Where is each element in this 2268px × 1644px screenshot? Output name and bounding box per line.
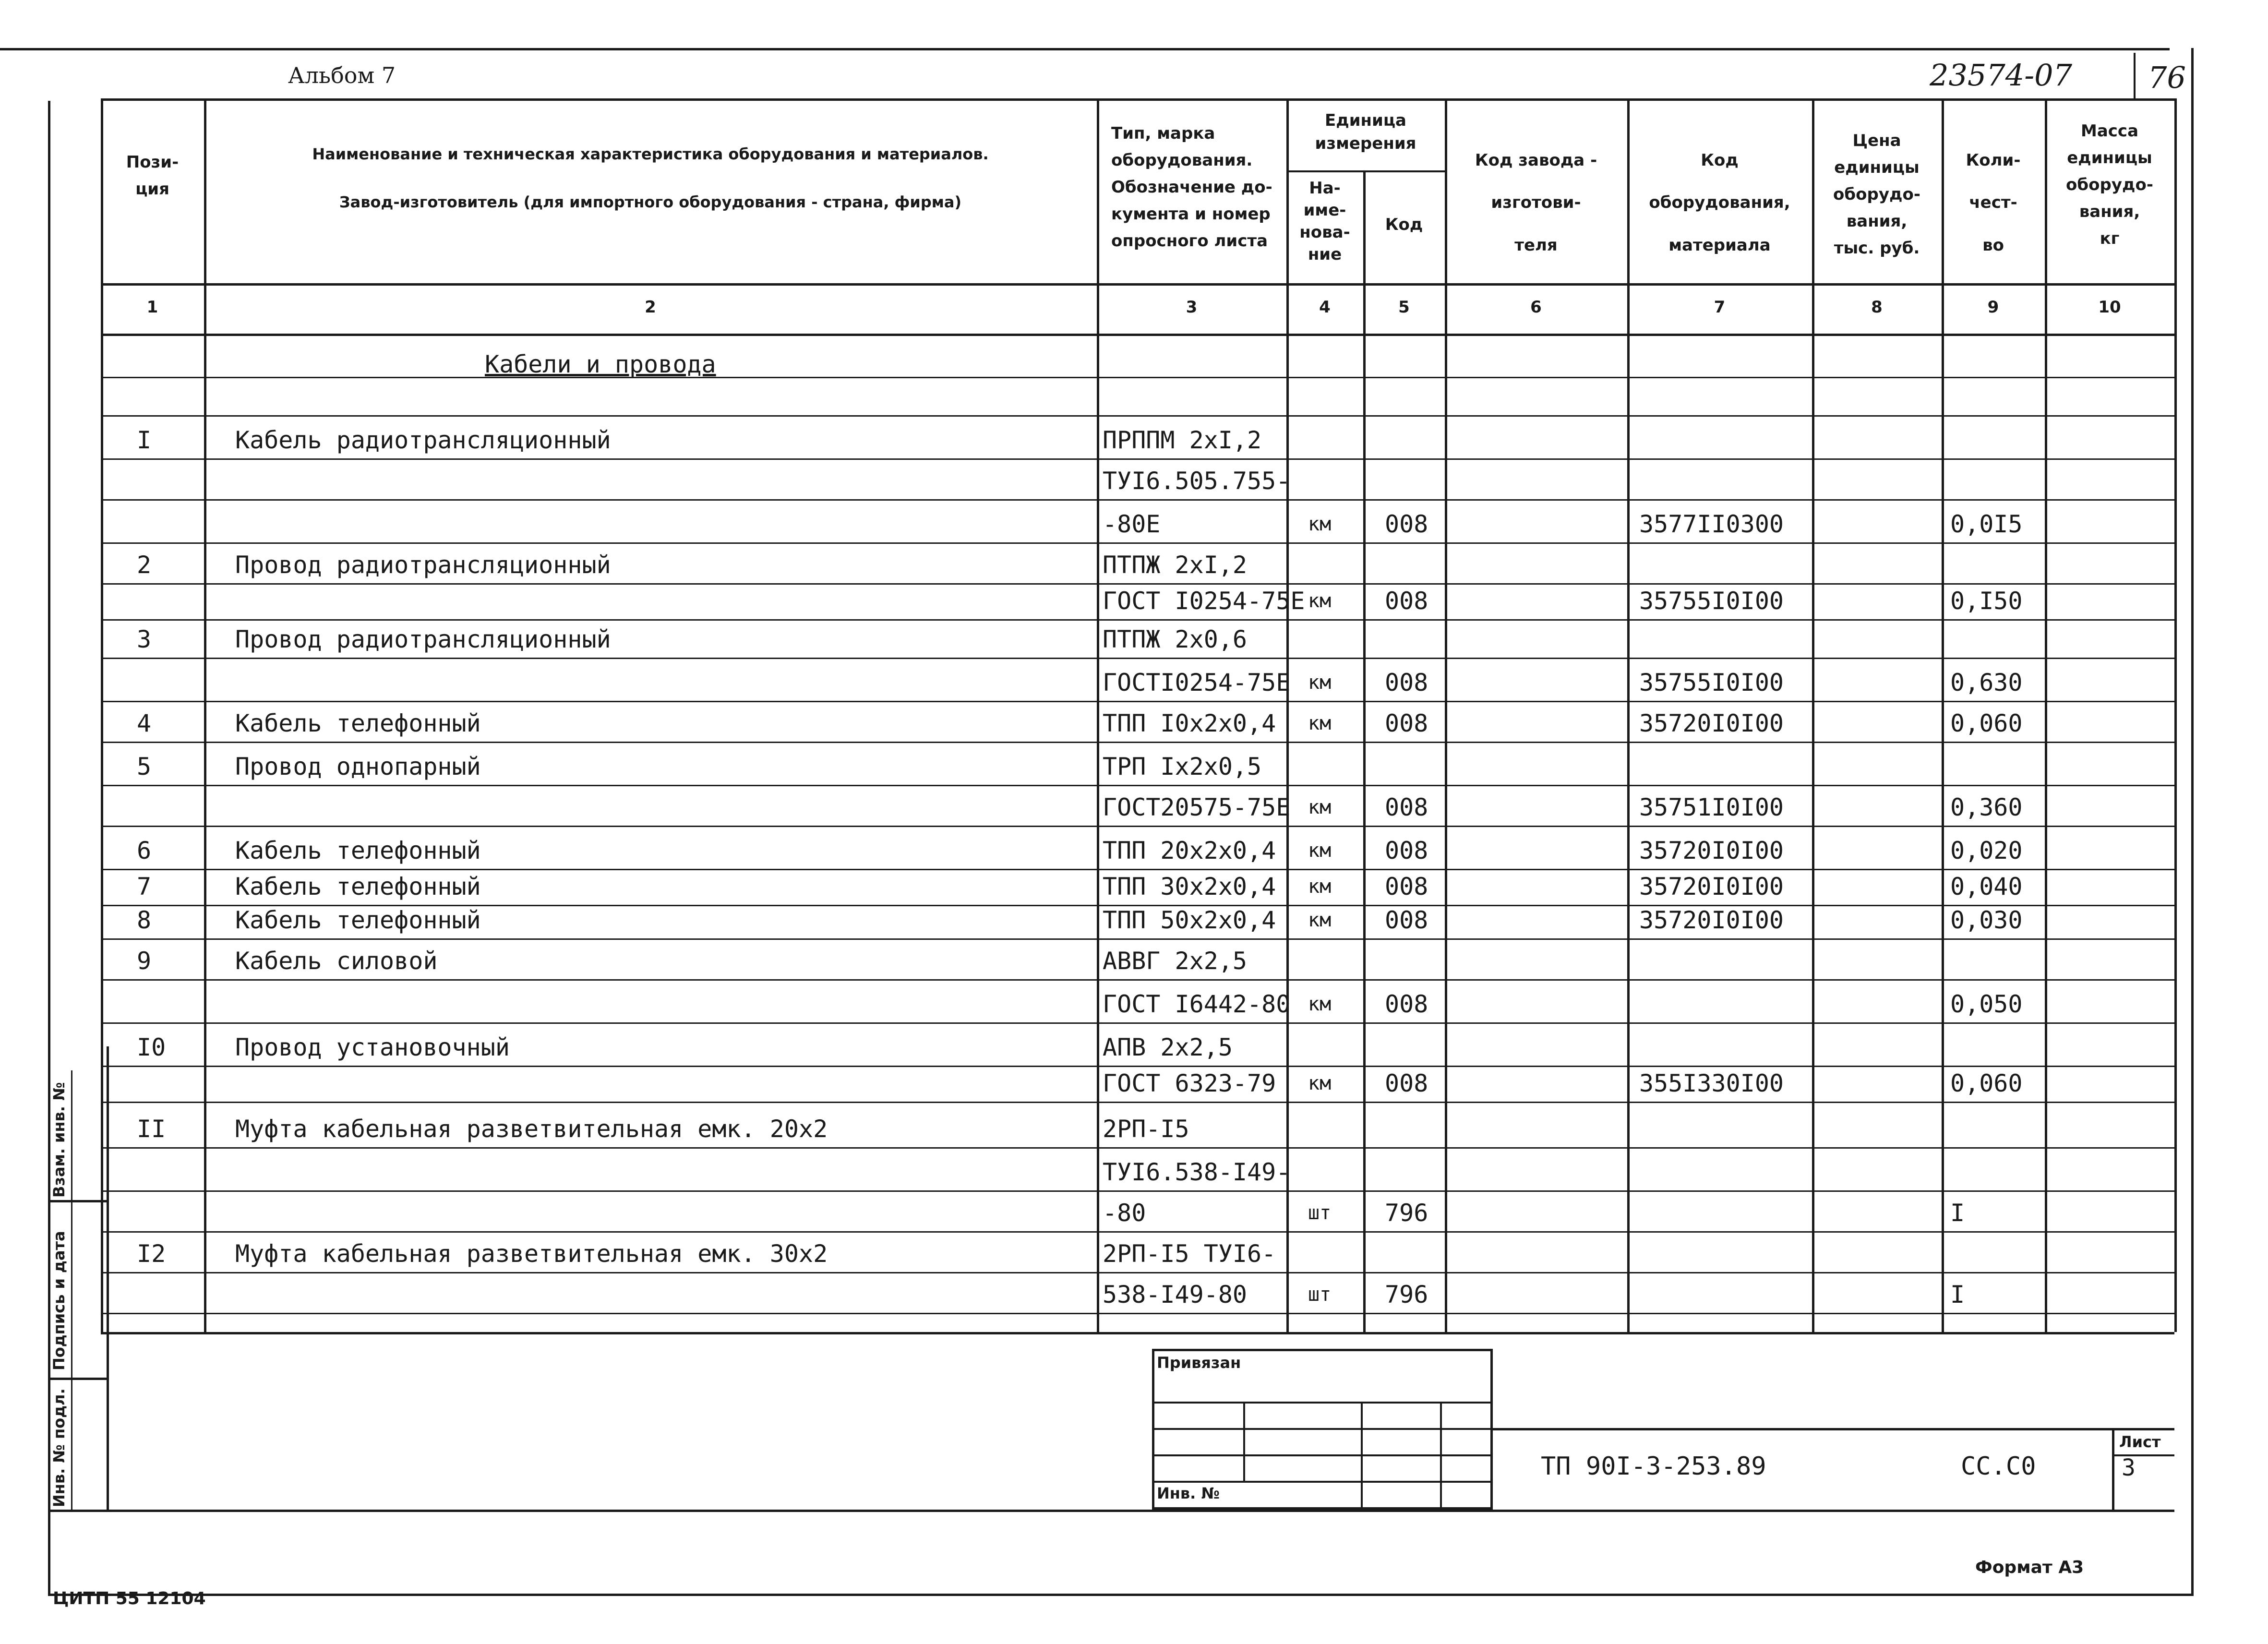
row-line-10 [101, 785, 2174, 786]
row-type: ТУI6.538-I49- [1103, 1158, 1291, 1186]
side-stamp-div2 [48, 1378, 108, 1380]
row-quantity: I [1950, 1199, 1965, 1227]
title-block-top [1493, 1428, 2174, 1430]
row-type: ТРП Iх2х0,5 [1103, 753, 1262, 780]
page-number-handwritten: 76 [2148, 60, 2186, 95]
row-unit-code: 008 [1385, 587, 1428, 615]
row-unit: шт [1308, 1284, 1332, 1306]
side-stamp-mid [71, 1070, 72, 1512]
row-type: 2РП-I5 [1103, 1115, 1189, 1143]
side-stamp-vzam: Взам. инв. № [50, 1082, 68, 1198]
format-label: Формат А3 [1975, 1558, 2084, 1577]
row-position: 9 [137, 947, 152, 975]
row-type: ПТПЖ 2х0,6 [1103, 625, 1248, 653]
column-number: 6 [1530, 298, 1542, 317]
row-line-8 [101, 701, 2174, 702]
row-line-14 [101, 938, 2174, 940]
privyazan-vline1 [1243, 1402, 1245, 1481]
row-name: Кабель силовой [235, 947, 438, 975]
row-position: 7 [137, 873, 152, 900]
row-line-0 [101, 377, 2174, 378]
row-type: АПВ 2х2,5 [1103, 1033, 1233, 1061]
row-quantity: 0,I50 [1950, 587, 2023, 615]
privyazan-label: Привязан [1157, 1354, 1241, 1372]
row-material-code: 3577II0300 [1639, 510, 1784, 538]
row-material-code: 35720I0I00 [1639, 837, 1784, 864]
row-name: Провод установочный [235, 1033, 510, 1061]
table-top-line [101, 98, 2174, 101]
row-name: Кабель телефонный [235, 837, 481, 864]
header-position: Пози- ция [126, 153, 179, 199]
row-quantity: 0,060 [1950, 1069, 2023, 1097]
side-stamp-right [107, 1046, 109, 1512]
row-line-21 [101, 1231, 2174, 1233]
row-unit-code: 008 [1385, 669, 1428, 696]
row-line-17 [101, 1066, 2174, 1067]
header-name-line0: Наименование и техническая характеристика оборудования и материалов. [312, 145, 989, 163]
row-name: Кабель радиотрансляционный [235, 426, 611, 454]
row-type: ГОСТ I6442-80 [1103, 990, 1291, 1018]
row-name: Кабель телефонный [235, 709, 481, 737]
column-number: 8 [1871, 298, 1883, 317]
row-line-23 [101, 1313, 2174, 1314]
privyazan-vline3 [1440, 1402, 1442, 1510]
row-material-code: 35720I0I00 [1639, 873, 1784, 900]
row-quantity: 0,040 [1950, 873, 2023, 900]
row-unit-code: 008 [1385, 1069, 1428, 1097]
sheet-code: СС.С0 [1961, 1452, 2036, 1481]
right-border [2191, 48, 2194, 1594]
side-stamp-div1 [48, 1200, 108, 1202]
header-material-code: Код оборудования, материала [1649, 151, 1790, 255]
row-type: ТПП I0х2х0,4 [1103, 709, 1276, 737]
row-type: ГОСТ 6323-79 [1103, 1069, 1276, 1097]
top-border [0, 48, 2170, 50]
row-type: АВВГ 2х2,5 [1103, 947, 1248, 975]
header-unit: Единица измерения [1315, 111, 1416, 153]
row-unit: км [1308, 590, 1332, 612]
list-number: 3 [2122, 1454, 2136, 1481]
row-unit: км [1308, 840, 1332, 862]
header-price: Цена единицы оборудо- вания, тыс. руб. [1833, 131, 1920, 258]
row-type: ПРППМ 2хI,2 [1103, 426, 1262, 454]
header-type: Тип, марка оборудования. Обозначение до- кумента и номер опросного листа [1111, 124, 1272, 251]
row-type: ГОСТ I0254-75Е [1103, 587, 1305, 615]
row-position: 8 [137, 906, 152, 934]
row-unit: км [1308, 1072, 1332, 1094]
colnum-bottom-line [101, 334, 2174, 336]
row-line-18 [101, 1102, 2174, 1103]
row-quantity: 0,050 [1950, 990, 2023, 1018]
row-unit: км [1308, 712, 1332, 734]
row-line-6 [101, 619, 2174, 621]
row-type: -80Е [1103, 510, 1161, 538]
row-material-code: 35751I0I00 [1639, 793, 1784, 821]
row-line-22 [101, 1272, 2174, 1273]
row-unit-code: 008 [1385, 793, 1428, 821]
row-unit: км [1308, 796, 1332, 818]
section-title: Кабели и провода [485, 350, 716, 378]
row-unit-code: 008 [1385, 906, 1428, 934]
header-name-line1: Завод-изготовитель (для импортного оборудования - страна, фирма) [339, 193, 962, 211]
row-material-code: 35755I0I00 [1639, 587, 1784, 615]
column-number: 5 [1398, 298, 1410, 317]
row-material-code: 35720I0I00 [1639, 906, 1784, 934]
row-unit: км [1308, 993, 1332, 1015]
column-number: 4 [1319, 298, 1331, 317]
row-line-11 [101, 826, 2174, 827]
row-material-code: 355I330I00 [1639, 1069, 1784, 1097]
header-mass: Масса единицы оборудо- вания, кг [2066, 121, 2153, 249]
row-name: Провод радиотрансляционный [235, 551, 611, 579]
row-position: II [137, 1115, 166, 1143]
row-unit-code: 008 [1385, 990, 1428, 1018]
header-quantity: Коли- чест- во [1966, 151, 2021, 255]
privyazan-vline2 [1361, 1402, 1363, 1510]
row-name: Провод однопарный [235, 753, 481, 780]
row-name: Муфта кабельная разветвительная емк. 20х2 [235, 1115, 828, 1143]
column-number: 7 [1714, 298, 1726, 317]
row-line-2 [101, 458, 2174, 460]
side-stamp-podpis: Подпись и дата [50, 1231, 68, 1370]
row-name: Кабель телефонный [235, 906, 481, 934]
row-unit: км [1308, 672, 1332, 694]
table-bottom-line [101, 1332, 2174, 1334]
inv-no-label: Инв. № [1157, 1484, 1220, 1502]
row-unit-code: 008 [1385, 837, 1428, 864]
row-line-4 [101, 542, 2174, 544]
row-name: Муфта кабельная разветвительная емк. 30х2 [235, 1240, 828, 1268]
row-material-code: 35720I0I00 [1639, 709, 1784, 737]
row-line-19 [101, 1147, 2174, 1149]
row-unit: км [1308, 909, 1332, 931]
row-material-code: 35755I0I00 [1639, 669, 1784, 696]
row-position: I0 [137, 1033, 166, 1061]
column-line-4 [1363, 170, 1366, 1332]
row-quantity: 0,020 [1950, 837, 2023, 864]
header-bottom-line [101, 283, 2174, 286]
row-name: Провод радиотрансляционный [235, 625, 611, 653]
row-line-7 [101, 658, 2174, 659]
row-position: I2 [137, 1240, 166, 1268]
row-position: 5 [137, 753, 152, 780]
row-unit: км [1308, 513, 1332, 535]
row-line-5 [101, 583, 2174, 585]
row-type: -80 [1103, 1199, 1146, 1227]
row-line-16 [101, 1022, 2174, 1024]
row-line-20 [101, 1190, 2174, 1192]
row-type: ТПП 50х2х0,4 [1103, 906, 1276, 934]
column-number: 2 [645, 298, 656, 317]
row-unit-code: 796 [1385, 1199, 1428, 1227]
column-number: 3 [1186, 298, 1198, 317]
row-type: 538-I49-80 [1103, 1281, 1248, 1308]
row-unit-code: 008 [1385, 510, 1428, 538]
row-line-15 [101, 979, 2174, 981]
row-line-1 [101, 415, 2174, 417]
column-number: 10 [2098, 298, 2121, 317]
row-quantity: 0,360 [1950, 793, 2023, 821]
row-position: 6 [137, 837, 152, 864]
row-type: ГОСТ20575-75Е [1103, 793, 1291, 821]
doc-code: ТП 90I-3-253.89 [1541, 1452, 1766, 1481]
doc-ref-handwritten: 23574-07 [1930, 58, 2073, 93]
column-number: 1 [146, 298, 158, 317]
row-type: ГОСТI0254-75Е [1103, 669, 1291, 696]
row-unit-code: 796 [1385, 1281, 1428, 1308]
list-label: Лист [2119, 1433, 2161, 1451]
row-position: 4 [137, 709, 152, 737]
header-factory-code: Код завода - изготови- теля [1475, 151, 1597, 255]
column-line-10 [2174, 98, 2177, 1332]
unit-subheader-line [1286, 170, 1445, 172]
row-type: ТУI6.505.755- [1103, 467, 1291, 495]
column-number: 9 [1987, 298, 1999, 317]
row-unit: км [1308, 876, 1332, 898]
row-type: ПТПЖ 2хI,2 [1103, 551, 1248, 579]
list-box-left [2112, 1428, 2114, 1512]
citp-label: ЦИТП 55 12104 [53, 1589, 206, 1608]
row-quantity: 0,0I5 [1950, 510, 2023, 538]
side-stamp-inv-podl: Инв. № подл. [50, 1388, 68, 1507]
row-type: ТПП 20х2х0,4 [1103, 837, 1276, 864]
side-stamp-bottom [48, 1510, 2174, 1512]
row-position: I [137, 426, 152, 454]
row-quantity: 0,030 [1950, 906, 2023, 934]
row-type: 2РП-I5 ТУI6- [1103, 1240, 1276, 1268]
bottom-border [48, 1594, 2194, 1596]
row-position: 2 [137, 551, 152, 579]
row-position: 3 [137, 625, 152, 653]
album-label: Альбом 7 [288, 62, 396, 88]
row-type: ТПП 30х2х0,4 [1103, 873, 1276, 900]
row-name: Кабель телефонный [235, 873, 481, 900]
header-unit-code: Код [1385, 215, 1423, 234]
row-unit: шт [1308, 1202, 1332, 1224]
row-unit-code: 008 [1385, 709, 1428, 737]
row-quantity: I [1950, 1281, 1965, 1308]
row-line-12 [101, 869, 2174, 870]
row-quantity: 0,630 [1950, 669, 2023, 696]
row-unit-code: 008 [1385, 873, 1428, 900]
page-number-divider [2134, 53, 2136, 101]
row-line-9 [101, 742, 2174, 743]
row-line-3 [101, 499, 2174, 501]
row-quantity: 0,060 [1950, 709, 2023, 737]
header-unit-name: На- име- нова- ние [1299, 179, 1350, 264]
